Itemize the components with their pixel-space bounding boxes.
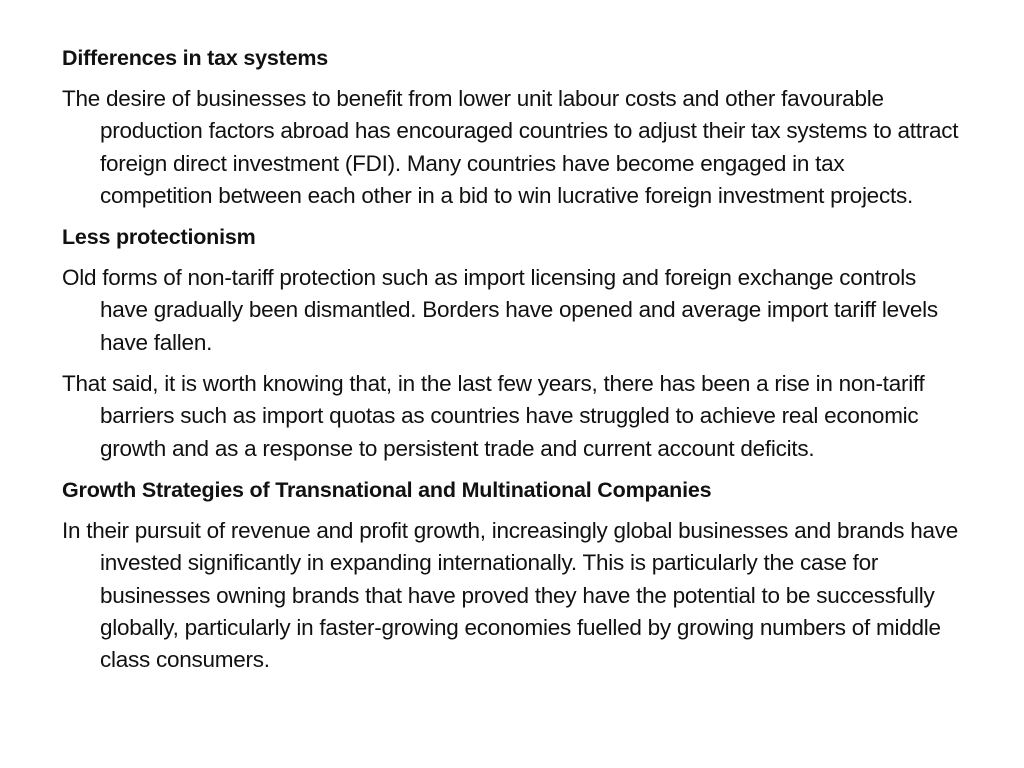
section-heading-less-protectionism: Less protectionism — [62, 225, 256, 250]
section-heading-growth-strategies: Growth Strategies of Transnational and Multinational Companies — [62, 477, 712, 502]
paragraph-growth-strategies: In their pursuit of revenue and profit growth, increasingly global businesses and brands have invested significantly in expanding internationally. This is particularly the case for businesses owning brands that have proved they have the potential to be successfully globally, particularly in faster-growing economies fuelled by growing numbers of middle class consumers. — [62, 517, 959, 673]
section-heading-tax-systems: Differences in tax systems — [62, 46, 329, 70]
paragraph-tax-systems: The desire of businesses to benefit from lower unit labour costs and other favourable production factors abroad has encouraged countries to adjust their tax systems to attract foreign direct investment (FDI). Many countries have become engaged in tax competition between each other in a bid to win lucrative foreign investment projects. — [62, 86, 959, 208]
slide-body — [62, 42, 962, 685]
paragraph-non-tariff-protection: Old forms of non-tariff protection such as import licensing and foreign exchange controls have gradually been dismantled. Borders have opened and average import tariff levels have fallen. — [62, 265, 938, 355]
paragraph-non-tariff-barriers: That said, it is worth knowing that, in the last few years, there has been a rise in non-tariff barriers such as import quotas as countries have struggled to achieve real economic growth and as a response to persistent trade and current account deficits. — [62, 371, 925, 461]
